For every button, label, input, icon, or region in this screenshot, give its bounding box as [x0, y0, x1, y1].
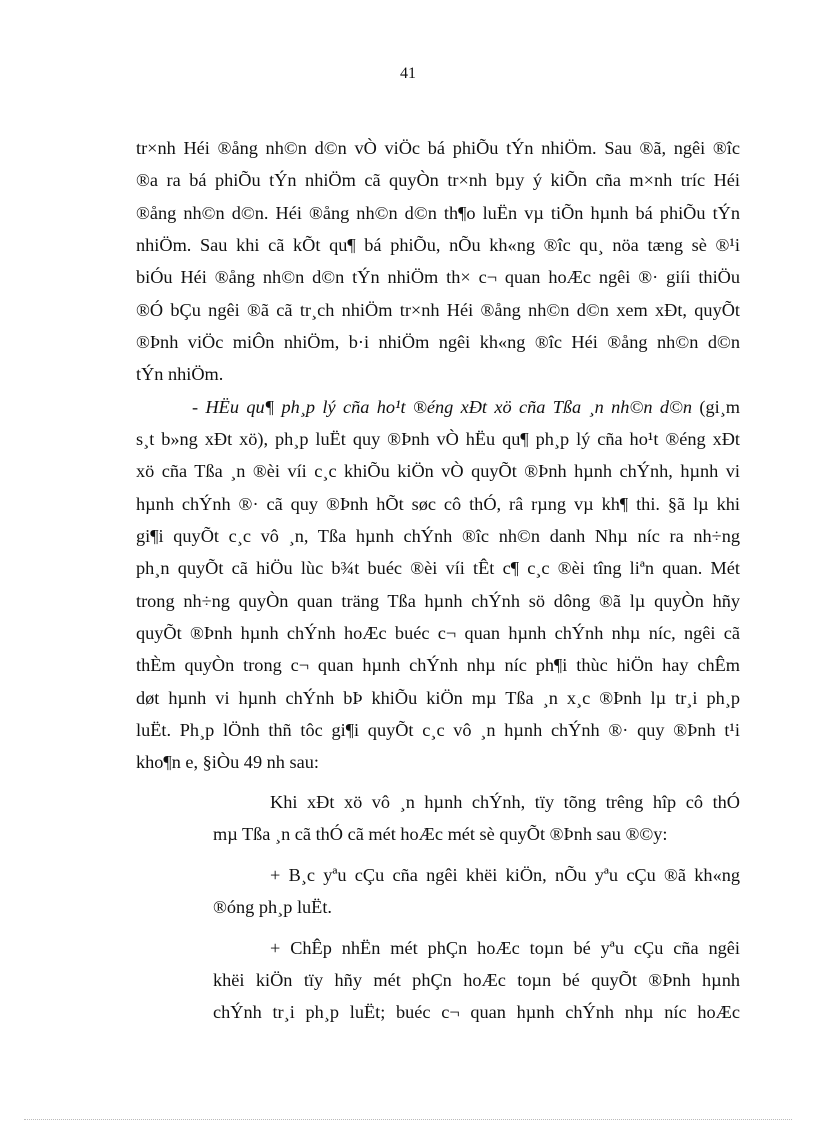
paragraph-heading-line	[192, 391, 740, 423]
paragraph-line: hµnh chÝnh ®· cã quy ®Þnh hÕt søc cô thÓ, râ rµng vµ kh¶ thi. §ã lµ khi	[136, 494, 740, 514]
paragraph-line: ph¸n quyÕt cã hiÖu lùc b¾t buéc ®èi víi tÊt c¶ c¸c ®èi tîng liªn quan. Mét	[136, 558, 740, 578]
paragraph-line: trong nh÷ng quyÒn quan träng Tßa hµnh chÝnh sö dông ®ã lµ quyÒn hñy	[136, 591, 740, 611]
paragraph-line: ®Þnh viÖc miÔn nhiÖm, b·i nhiÖm ngêi kh«ng ®îc Héi ®ång nh©n d©n	[136, 332, 740, 352]
quote-line: mµ Tßa ¸n cã thÓ cã mét hoÆc mét sè quyÕt ®Þnh sau ®©y:	[213, 824, 668, 844]
italic-heading: - HËu qu¶ ph¸p lý cña ho¹t ®éng xÐt xö cña Tßa ¸n nh©n d©n	[192, 397, 693, 417]
paragraph-line: ®a ra bá phiÕu tÝn nhiÖm cã quyÒn tr×nh bµy ý kiÕn cña m×nh tríc Héi	[136, 170, 740, 190]
page-number: 41	[400, 65, 416, 82]
quote-line: chÝnh tr¸i ph¸p luËt; buéc c¬ quan hµnh chÝnh nhµ níc hoÆc	[213, 1002, 740, 1022]
paragraph-line: thÈm quyÒn trong c¬ quan hµnh chÝnh nhµ níc ph¶i thùc hiÖn hay chÊm	[136, 655, 740, 675]
paragraph-line: biÓu Héi ®ång nh©n d©n tÝn nhiÖm th× c¬ quan hoÆc ngêi ®· giíi thiÖu	[136, 267, 740, 287]
paragraph-line: gi¶i quyÕt c¸c vô ¸n, Tßa hµnh chÝnh ®îc nh©n danh Nhµ níc ra nh÷ng	[136, 526, 740, 546]
paragraph-line: s¸t b»ng xÐt xö), ph¸p luËt quy ®Þnh vÒ hËu qu¶ ph¸p lý cña ho¹t ®éng xÐt	[136, 429, 740, 449]
paragraph-line: ®ång nh©n d©n. Héi ®ång nh©n d©n th¶o luËn vµ tiÕn hµnh bá phiÕu tÝn	[136, 203, 740, 223]
paragraph-line: døt hµnh vi hµnh chÝnh bÞ khiÕu kiÖn mµ Tßa ¸n x¸c ®Þnh lµ tr¸i ph¸p	[136, 688, 740, 708]
paragraph-line: ®Ó bÇu ngêi ®ã cã tr¸ch nhiÖm tr×nh Héi ®ång nh©n d©n xem xÐt, quyÕt	[136, 300, 740, 320]
paragraph-line: quyÕt ®Þnh hµnh chÝnh hoÆc buéc c¬ quan hµnh chÝnh nhµ níc, ngêi cã	[136, 623, 740, 643]
quote-line: khëi kiÖn tïy hñy mét phÇn hoÆc toµn bé quyÕt ®Þnh hµnh	[213, 970, 740, 990]
quote-line: + ChÊp nhËn mét phÇn hoÆc toµn bé yªu cÇu cña ngêi	[270, 938, 740, 958]
heading-continuation: (gi¸m	[692, 397, 740, 417]
quote-line: + B¸c yªu cÇu cña ngêi khëi kiÖn, nÕu yªu cÇu ®ã kh«ng	[270, 865, 740, 885]
quote-line: Khi xÐt xö vô ¸n hµnh chÝnh, tïy tõng trêng hîp cô thÓ	[270, 792, 740, 812]
page-bottom-rule	[24, 1119, 792, 1120]
paragraph-line: tr×nh Héi ®ång nh©n d©n vÒ viÖc bá phiÕu tÝn nhiÖm. Sau ®ã, ngêi ®îc	[136, 138, 740, 158]
quote-line: ®óng ph¸p luËt.	[213, 897, 332, 917]
paragraph-line: nhiÖm. Sau khi cã kÕt qu¶ bá phiÕu, nÕu kh«ng ®îc qu¸ nöa tæng sè ®¹i	[136, 235, 740, 255]
paragraph-line: luËt. Ph¸p lÖnh thñ tôc gi¶i quyÕt c¸c vô ¸n hµnh chÝnh ®· quy ®Þnh t¹i	[136, 720, 740, 740]
paragraph-line: tÝn nhiÖm.	[136, 364, 224, 384]
paragraph-line: xö cña Tßa ¸n ®èi víi c¸c khiÕu kiÖn vÒ quyÕt ®Þnh hµnh chÝnh, hµnh vi	[136, 461, 740, 481]
paragraph-line: kho¶n e, §iÒu 49 nh sau:	[136, 752, 319, 772]
